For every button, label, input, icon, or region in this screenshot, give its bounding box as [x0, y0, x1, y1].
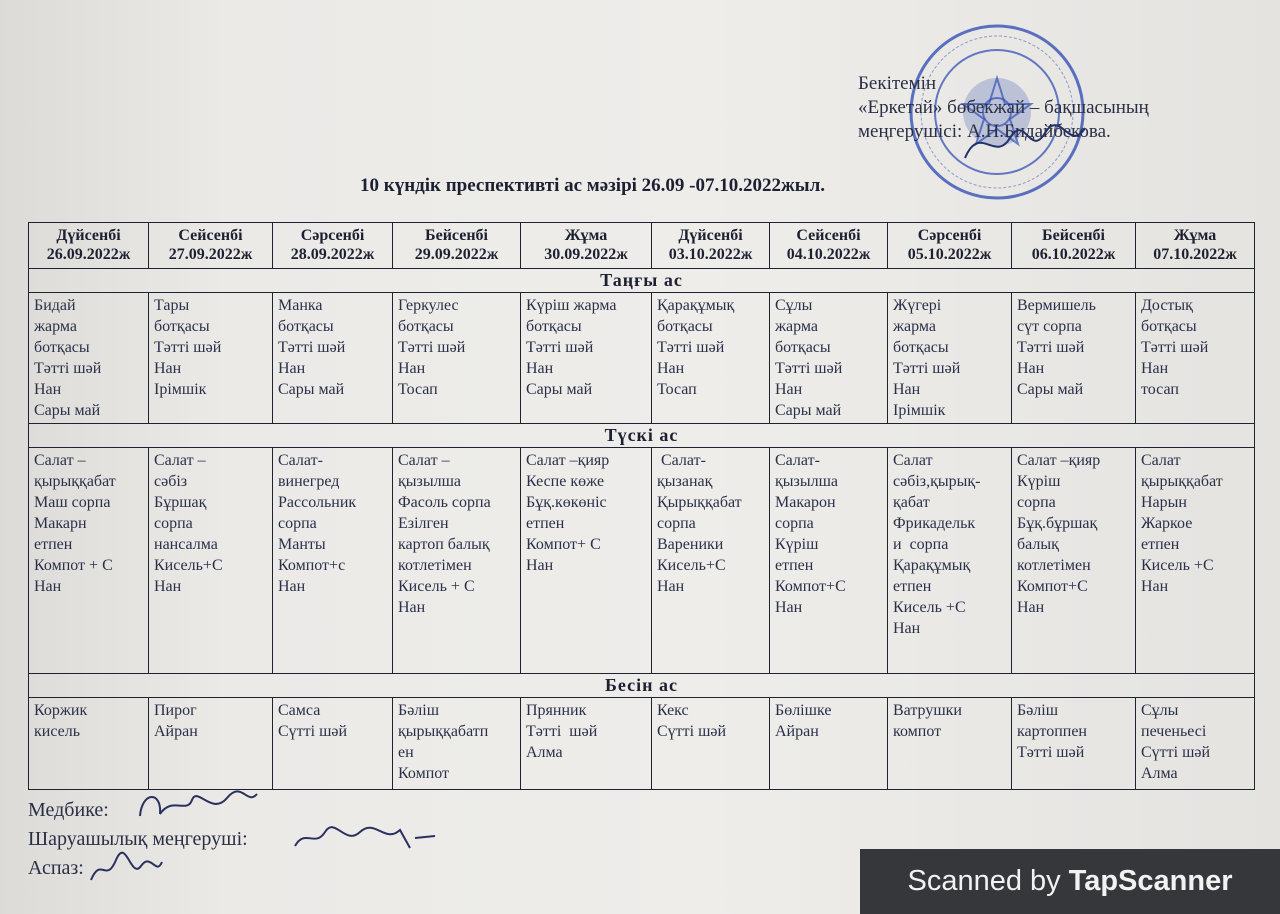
- menu-item-text: Тәтті шәй: [154, 339, 222, 356]
- day-name: Бейсенбі: [1042, 227, 1105, 244]
- day-name: Дүйсенбі: [56, 227, 121, 244]
- menu-item-text: Салат –: [34, 452, 86, 469]
- menu-item-text: Нан: [657, 360, 685, 377]
- snack-cell: [888, 698, 1012, 790]
- breakfast-cell: [1136, 293, 1255, 424]
- breakfast-cell: [770, 293, 888, 424]
- menu-item-text: кисель: [34, 723, 81, 740]
- menu-item-text: Салат –қияр: [1017, 452, 1101, 469]
- day-header: [149, 223, 273, 269]
- menu-item-text: картоппен: [1017, 723, 1087, 740]
- menu-item-text: Сары май: [1017, 381, 1084, 398]
- menu-item-text: Кисель +С: [893, 599, 966, 616]
- approval-line-2: «Еркетай» бөбекжай – бақшасының: [858, 97, 1149, 118]
- menu-item-text: Самса: [278, 702, 321, 719]
- menu-item-text: Тәтті шәй: [893, 360, 961, 377]
- menu-item-text: сорпа: [154, 515, 193, 532]
- menu-item-text: Нан: [893, 381, 921, 398]
- menu-item-text: Нан: [1141, 360, 1169, 377]
- menu-item-text: Нан: [1017, 360, 1045, 377]
- menu-item-text: етпен: [34, 536, 73, 553]
- menu-item-text: ботқасы: [893, 339, 949, 356]
- menu-item-text: Сары май: [34, 402, 101, 419]
- menu-table: [28, 222, 1255, 790]
- menu-item-text: Компот: [398, 765, 450, 782]
- day-date: 27.09.2022ж: [168, 246, 253, 263]
- day-name: Сейсенбі: [796, 227, 861, 244]
- menu-item-text: Тәтті шәй: [775, 360, 843, 377]
- menu-item-text: сәбіз,қырық-: [893, 473, 981, 490]
- lunch-cell: [149, 448, 273, 674]
- menu-item-text: ботқасы: [526, 318, 582, 335]
- menu-item-text: Кекс: [657, 702, 689, 719]
- snack-cell: [273, 698, 393, 790]
- snack-cell: [149, 698, 273, 790]
- menu-item-text: печеньесі: [1141, 723, 1207, 740]
- scanner-watermark-banner: [860, 849, 1280, 914]
- day-date: 03.10.2022ж: [668, 246, 753, 263]
- lunch-cell: [273, 448, 393, 674]
- lunch-cell: [1012, 448, 1136, 674]
- menu-item-text: Ватрушки: [893, 702, 962, 719]
- scanner-brand: TapScanner: [1068, 865, 1233, 897]
- day-date: 29.09.2022ж: [414, 246, 499, 263]
- menu-item-text: Салат: [893, 452, 933, 469]
- menu-item-text: Күріш: [1017, 473, 1061, 490]
- menu-item-text: Ірімшік: [154, 381, 207, 398]
- manager-label: Шаруашылық меңгеруші:: [28, 828, 248, 850]
- menu-item-text: жарма: [775, 318, 819, 335]
- day-date: 26.09.2022ж: [46, 246, 131, 263]
- menu-item-text: Прянник: [526, 702, 587, 719]
- day-date: 05.10.2022ж: [907, 246, 992, 263]
- menu-item-text: Достық: [1141, 297, 1193, 314]
- section-title-snack: Бесін ас: [29, 674, 1255, 698]
- breakfast-cell: [149, 293, 273, 424]
- breakfast-cell: [1012, 293, 1136, 424]
- lunch-cell: [770, 448, 888, 674]
- menu-item-text: балық: [1017, 536, 1059, 553]
- menu-item-text: Салат-: [657, 452, 706, 469]
- day-name: Жұма: [564, 227, 608, 244]
- menu-item-text: Салат-: [278, 452, 323, 469]
- menu-item-text: Кисель + С: [398, 578, 475, 595]
- menu-item-text: Нан: [278, 578, 306, 595]
- day-date: 28.09.2022ж: [290, 246, 375, 263]
- day-header: [1136, 223, 1255, 269]
- menu-item-text: ботқасы: [154, 318, 210, 335]
- menu-item-text: Кеспе көже: [526, 473, 605, 490]
- menu-item-text: Геркулес: [398, 297, 459, 314]
- approval-line-3: меңгерушісі: А.Н.Бидайбекова.: [858, 121, 1111, 142]
- lunch-cell: [29, 448, 149, 674]
- menu-item-text: котлетімен: [398, 557, 472, 574]
- menu-item-text: Қарақұмық: [893, 557, 971, 574]
- menu-item-text: Компот+С: [1017, 578, 1088, 595]
- menu-item-text: Тәтті шәй: [1141, 339, 1209, 356]
- menu-item-text: Айран: [154, 723, 198, 740]
- day-date: 04.10.2022ж: [786, 246, 871, 263]
- day-name: Сейсенбі: [178, 227, 243, 244]
- menu-item-text: Маш сорпа: [34, 494, 111, 511]
- day-date: 06.10.2022ж: [1031, 246, 1116, 263]
- menu-item-text: Езілген: [398, 515, 449, 532]
- menu-item-text: Тәтті шәй: [1017, 744, 1085, 761]
- menu-item-text: қырыққабатп: [398, 723, 489, 740]
- menu-item-text: Ірімшік: [893, 402, 946, 419]
- menu-item-text: етпен: [893, 578, 932, 595]
- menu-item-text: Макарон: [775, 494, 836, 511]
- snack-cell: [1012, 698, 1136, 790]
- menu-item-text: Манка: [278, 297, 323, 314]
- snack-cell: [770, 698, 888, 790]
- approval-line-1: Бекітемін: [858, 73, 937, 94]
- menu-item-text: Салат –: [154, 452, 206, 469]
- menu-item-text: Қырыққабат: [657, 494, 742, 511]
- menu-item-text: Жүгері: [893, 297, 942, 314]
- menu-item-text: жарма: [893, 318, 937, 335]
- menu-item-text: Нан: [398, 360, 426, 377]
- day-header: [888, 223, 1012, 269]
- section-row-snack: [29, 674, 1255, 698]
- menu-item-text: картоп балық: [398, 536, 490, 553]
- menu-item-text: сүт сорпа: [1017, 318, 1082, 335]
- day-header: [1012, 223, 1136, 269]
- section-title-breakfast: Таңғы ас: [29, 269, 1255, 293]
- meal-row-snack: [29, 698, 1255, 790]
- menu-item-text: қырыққабат: [34, 473, 116, 490]
- menu-item-text: Кисель +С: [1141, 557, 1214, 574]
- menu-item-text: Бөлішке: [775, 702, 832, 719]
- menu-item-text: нансалма: [154, 536, 218, 553]
- menu-item-text: компот: [893, 723, 942, 740]
- breakfast-cell: [273, 293, 393, 424]
- menu-item-text: Тәтті шәй: [34, 360, 102, 377]
- menu-item-text: Сары май: [278, 381, 345, 398]
- menu-item-text: Компот+с: [278, 557, 346, 574]
- menu-item-text: Айран: [775, 723, 819, 740]
- day-header: [652, 223, 770, 269]
- menu-item-text: Нарын: [1141, 494, 1187, 511]
- menu-item-text: сорпа: [657, 515, 696, 532]
- menu-item-text: ен: [398, 744, 414, 761]
- day-header: [29, 223, 149, 269]
- snack-cell: [1136, 698, 1255, 790]
- menu-item-text: Алма: [1141, 765, 1178, 782]
- menu-item-text: Фасоль сорпа: [398, 494, 491, 511]
- lunch-cell: [888, 448, 1012, 674]
- menu-item-text: и сорпа: [893, 536, 949, 553]
- day-name: Дүйсенбі: [678, 227, 743, 244]
- document-title: 10 күндік преспективті ас мәзірі 26.09 -07.10.2022жыл.: [360, 175, 826, 196]
- menu-item-text: Алма: [526, 744, 563, 761]
- snack-cell: [521, 698, 652, 790]
- menu-item-text: Нан: [775, 599, 803, 616]
- director-signature: [960, 118, 1090, 168]
- day-name: Бейсенбі: [425, 227, 488, 244]
- menu-item-text: Вермишель: [1017, 297, 1096, 314]
- breakfast-cell: [29, 293, 149, 424]
- day-date: 07.10.2022ж: [1153, 246, 1237, 263]
- menu-item-text: Кисель+С: [657, 557, 726, 574]
- menu-item-text: Бәліш: [398, 702, 440, 719]
- menu-item-text: сорпа: [1017, 494, 1056, 511]
- menu-item-text: сәбіз: [154, 473, 188, 490]
- lunch-cell: [393, 448, 521, 674]
- menu-item-text: Тәтті шәй: [657, 339, 725, 356]
- snack-cell: [393, 698, 521, 790]
- menu-item-text: Сұлы: [775, 297, 813, 314]
- menu-item-text: Макарн: [34, 515, 87, 532]
- menu-item-text: Нан: [1017, 599, 1045, 616]
- day-header: [273, 223, 393, 269]
- menu-item-text: Күріш: [775, 536, 819, 553]
- menu-item-text: қызанақ: [657, 473, 713, 490]
- menu-item-text: ботқасы: [34, 339, 90, 356]
- menu-item-text: Коржик: [34, 702, 88, 719]
- menu-item-text: Бұқ.көкөніс: [526, 494, 607, 511]
- menu-item-text: ботқасы: [398, 318, 454, 335]
- day-header: [521, 223, 652, 269]
- menu-item-text: Тәтті шәй: [398, 339, 466, 356]
- lunch-cell: [1136, 448, 1255, 674]
- menu-item-text: винегред: [278, 473, 340, 490]
- breakfast-cell: [521, 293, 652, 424]
- menu-item-text: ботқасы: [657, 318, 713, 335]
- day-name: Сәрсенбі: [300, 227, 365, 244]
- menu-item-text: ботқасы: [775, 339, 831, 356]
- menu-item-text: Манты: [278, 536, 326, 553]
- menu-item-text: Компот + С: [34, 557, 113, 574]
- day-name: Сәрсенбі: [917, 227, 982, 244]
- cook-label: Аспаз:: [28, 857, 84, 879]
- menu-item-text: Бұршақ: [154, 494, 207, 511]
- menu-item-text: Тосап: [657, 381, 697, 398]
- header-row: [29, 223, 1255, 269]
- cook-signature: [86, 850, 166, 886]
- day-header: [770, 223, 888, 269]
- menu-item-text: етпен: [775, 557, 814, 574]
- menu-item-text: Тары: [154, 297, 190, 314]
- nurse-signature: [132, 786, 262, 826]
- menu-item-text: Нан: [893, 620, 921, 637]
- snack-cell: [29, 698, 149, 790]
- menu-item-text: Күріш жарма: [526, 297, 617, 314]
- menu-item-text: Бұқ.бұршақ: [1017, 515, 1098, 532]
- menu-item-text: Нан: [398, 599, 426, 616]
- meal-row-breakfast: [29, 293, 1255, 424]
- menu-item-text: Нан: [34, 578, 62, 595]
- section-row-breakfast: [29, 269, 1255, 293]
- menu-item-text: Тәтті шәй: [1017, 339, 1085, 356]
- menu-item-text: Компот+ С: [526, 536, 601, 553]
- menu-item-text: Нан: [154, 578, 182, 595]
- breakfast-cell: [393, 293, 521, 424]
- day-header: [393, 223, 521, 269]
- menu-item-text: Нан: [657, 578, 685, 595]
- menu-item-text: Вареники: [657, 536, 724, 553]
- menu-item-text: ботқасы: [1141, 318, 1197, 335]
- menu-item-text: қызылша: [398, 473, 461, 490]
- menu-item-text: Нан: [775, 381, 803, 398]
- menu-item-text: сорпа: [775, 515, 814, 532]
- menu-item-text: Нан: [34, 381, 62, 398]
- menu-item-text: Тәтті шәй: [278, 339, 346, 356]
- menu-item-text: Фрикадельк: [893, 515, 976, 532]
- menu-item-text: Салат-: [775, 452, 820, 469]
- breakfast-cell: [888, 293, 1012, 424]
- menu-item-text: Нан: [278, 360, 306, 377]
- menu-item-text: етпен: [1141, 536, 1180, 553]
- menu-item-text: Компот+С: [775, 578, 846, 595]
- day-date: 30.09.2022ж: [544, 246, 628, 263]
- menu-item-text: Рассольник: [278, 494, 357, 511]
- menu-item-text: Сүтті шәй: [1141, 744, 1211, 761]
- menu-item-text: жарма: [34, 318, 78, 335]
- meal-row-lunch: [29, 448, 1255, 674]
- menu-item-text: Сары май: [526, 381, 593, 398]
- menu-item-text: ботқасы: [278, 318, 334, 335]
- menu-item-text: Тосап: [398, 381, 438, 398]
- menu-item-text: сорпа: [278, 515, 317, 532]
- menu-item-text: Нан: [1141, 578, 1169, 595]
- menu-item-text: Сұлы: [1141, 702, 1179, 719]
- menu-item-text: Бәліш: [1017, 702, 1059, 719]
- menu-item-text: Тәтті шәй: [526, 339, 594, 356]
- scanner-prefix: Scanned by: [907, 865, 1061, 897]
- menu-item-text: етпен: [526, 515, 565, 532]
- menu-item-text: Нан: [526, 557, 554, 574]
- menu-item-text: котлетімен: [1017, 557, 1091, 574]
- nurse-label: Медбике:: [28, 799, 109, 821]
- menu-item-text: Салат –қияр: [526, 452, 610, 469]
- menu-item-text: Тәтті шәй: [526, 723, 598, 740]
- menu-item-text: Нан: [526, 360, 554, 377]
- section-row-lunch: [29, 424, 1255, 448]
- menu-item-text: Пирог: [154, 702, 197, 719]
- menu-item-text: Сүтті шәй: [278, 723, 348, 740]
- manager-signature: [290, 818, 440, 858]
- menu-item-text: қызылша: [775, 473, 838, 490]
- breakfast-cell: [652, 293, 770, 424]
- menu-item-text: Нан: [154, 360, 182, 377]
- menu-item-text: тосап: [1141, 381, 1179, 398]
- snack-cell: [652, 698, 770, 790]
- menu-item-text: Салат –: [398, 452, 450, 469]
- section-title-lunch: Түскі ас: [29, 424, 1255, 448]
- menu-item-text: қабат: [893, 494, 930, 511]
- menu-item-text: Кисель+С: [154, 557, 223, 574]
- menu-item-text: Қарақұмық: [657, 297, 735, 314]
- menu-item-text: Сүтті шәй: [657, 723, 727, 740]
- menu-item-text: Сары май: [775, 402, 842, 419]
- lunch-cell: [652, 448, 770, 674]
- lunch-cell: [521, 448, 652, 674]
- menu-item-text: Бидай: [34, 297, 76, 314]
- menu-item-text: қырыққабат: [1141, 473, 1223, 490]
- day-name: Жұма: [1173, 227, 1217, 244]
- menu-item-text: Салат: [1141, 452, 1181, 469]
- menu-item-text: Жаркое: [1141, 515, 1193, 532]
